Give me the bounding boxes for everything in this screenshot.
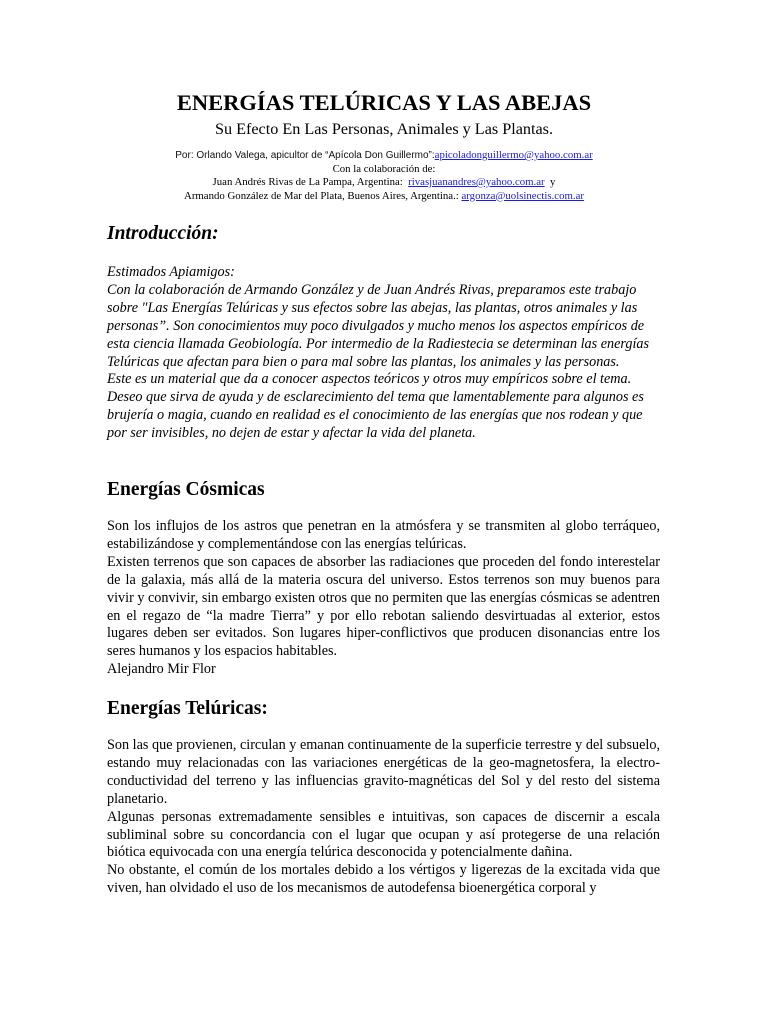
collaborator-1-suffix: y (550, 176, 556, 188)
collaboration-label: Con la colaboración de: (332, 162, 436, 175)
collaborator-1-email-link[interactable]: rivasjuanandres@yahoo.com.ar (408, 176, 545, 188)
telluric-energies-section (107, 737, 660, 898)
telluric-paragraph-1: Son las que provienen, circulan y emanan continuamente de la superficie terrestre y del subsuelo, estando muy relacionadas con las variaciones energéticas de la geo-magnetosfera, la electro-conductividad del terreno y las influencias gravito-magnéticas del Sol y del resto del sistema planetario. (107, 737, 660, 807)
collaborator-2-email-link[interactable]: argonza@uolsinectis.com.ar (461, 189, 584, 202)
intro-paragraph-2: Este es un material que da a conocer aspectos teóricos y otros muy empíricos sobre el tema. Deseo que sirva de ayuda y de esclarecimiento del tema que lamentablemente para algunos es brujería o magia, cuando en realidad es el conocimiento de las energías que nos rodean y que por ser invisibles, no dejen de estar y afectar la vida del planeta. (107, 371, 644, 442)
collaborator-2-text: Armando González de Mar del Plata, Buenos Aires, Argentina.: (184, 189, 459, 202)
document-subtitle: Su Efecto En Las Personas, Animales y Las Plantas. (214, 120, 554, 138)
collaborator-1-text: Juan Andrés Rivas de La Pampa, Argentina: (212, 176, 403, 188)
cosmic-energies-section (107, 518, 660, 679)
cosmic-paragraph-2: Existen terrenos que son capaces de absorber las radiaciones que proceden del fondo interestelar de la galaxia, más allá de la materia oscura del universo. Estos terrenos son muy buenos para vivir y convivir, sin embargo existen otros que no permiten que las energías cósmicas se adentren en el regazo de “la madre Tierra” y por ello rebotan saliendo desvirtuadas al exterior, estos lugares deben ser evitados. Son lugares hiper-conflictivos que producen disonancias entre los seres humanos y los espacios habitables. (107, 553, 660, 660)
author-line (0, 149, 768, 163)
telluric-energies-heading: Energías Telúricas: (107, 698, 268, 719)
telluric-paragraph-3: No obstante, el común de los mortales debido a los vértigos y ligerezas de la excitada vida que viven, han olvidado el uso de los mecanismos de autodefensa bioenergética corporal y (107, 862, 660, 897)
author-text: Por: Orlando Valega, apicultor de “Apícola Don Guillermo”: (175, 150, 435, 161)
document-title: ENERGÍAS TELÚRICAS Y LAS ABEJAS (176, 90, 592, 115)
collaborator-line-2 (0, 190, 768, 204)
cosmic-energies-heading: Energías Cósmicas (107, 479, 265, 500)
author-email-link[interactable]: apicoladonguillermo@yahoo.com.ar (434, 149, 593, 161)
intro-heading: Introducción: (107, 223, 219, 244)
intro-greeting: Estimados Apiamigos: (107, 264, 235, 280)
cosmic-author: Alejandro Mir Flor (107, 661, 216, 678)
intro-paragraph-1: Con la colaboración de Armando González y de Juan Andrés Rivas, preparamos este trabajo sobre "Las Energías Telúricas y sus efectos sobre las abejas, las plantas, otros animales y las personas”. Son conocimientos muy poco divulgados y mucho menos los aspectos empíricos de esta ciencia llamada Geobiología. Por intermedio de la Radiestecia se determinan las energías Telúricas que afectan para bien o para mal sobre las plantas, los animales y las personas. (107, 281, 650, 370)
collaborator-line-1 (0, 176, 768, 190)
telluric-paragraph-2: Algunas personas extremadamente sensibles e intuitivas, son capaces de discernir a escala subliminal sobre su concordancia con el lugar que ocupan y así protegerse de una relación biótica equivocada con una energía telúrica desconocida y potencialmente dañina. (107, 808, 660, 861)
author-credits (0, 149, 768, 203)
intro-section (107, 264, 660, 443)
cosmic-paragraph-1: Son los influjos de los astros que penetran en la atmósfera y se transmiten al globo terráqueo, estabilizándose y complementándose con las energías telúricas. (107, 518, 660, 552)
